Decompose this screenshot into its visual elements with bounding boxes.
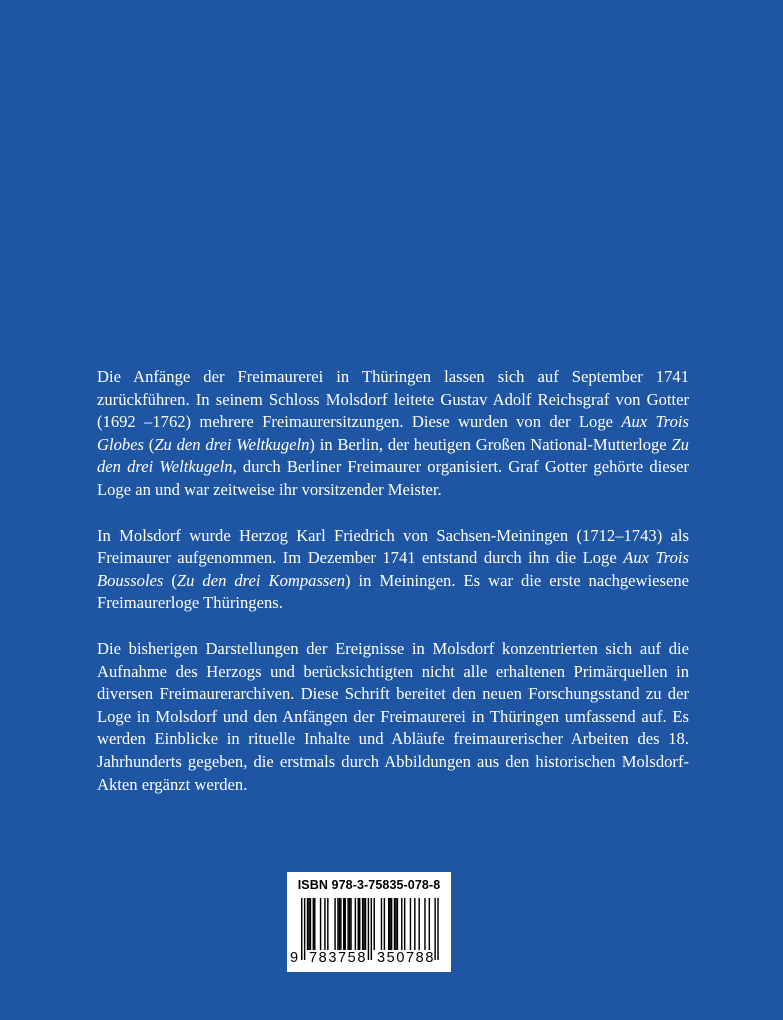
barcode-digits-left: 783758 — [309, 950, 367, 966]
barcode-bar — [310, 898, 311, 950]
p1-text-3: ) in Berlin, der heutigen Großen National-Mutterloge — [309, 434, 672, 454]
p2-text-2: ( — [163, 570, 177, 590]
barcode-bar — [320, 898, 321, 950]
blurb-paragraph-2 — [97, 525, 689, 615]
back-cover-blurb — [97, 366, 689, 819]
p2-text-1: In Molsdorf wurde Herzog Karl Friedrich von Sachsen-Meiningen (1712–1743) als Freimaurer aufgenommen. Im Dezember 1741 entstand durch ihn die Loge — [97, 525, 689, 568]
barcode-bar — [374, 898, 375, 950]
p1-grand-lodge-name: Zu den drei Weltkugeln — [97, 434, 689, 477]
barcode-bar — [391, 898, 392, 950]
barcode-bar — [304, 898, 305, 960]
p1-lodge-name-german: Zu den drei Weltkugeln — [154, 434, 310, 454]
p1-text-2: ( — [144, 434, 155, 454]
barcode-bar — [334, 898, 335, 950]
barcode-bar — [365, 898, 366, 950]
barcode-bar — [313, 898, 314, 950]
barcode-bar — [437, 898, 438, 960]
barcode-bar — [339, 898, 340, 950]
barcode-bar — [314, 898, 315, 950]
barcode-bar — [388, 898, 389, 950]
barcode-bar — [395, 898, 396, 950]
barcode-digit-first: 9 — [290, 950, 299, 966]
barcode-digits-right: 350788 — [377, 950, 435, 966]
isbn-label: ISBN 978-3-75835-078-8 — [297, 878, 441, 892]
barcode-bar — [404, 898, 405, 950]
barcode-bar — [347, 898, 348, 950]
barcode-bar — [349, 898, 350, 950]
barcode-bar — [414, 898, 415, 950]
barcode-bar — [401, 898, 402, 950]
barcode-bar — [324, 898, 325, 950]
p2-lodge-name-german: Zu den drei Kompassen — [176, 570, 346, 590]
barcode-bar — [410, 898, 411, 950]
barcode-bar — [343, 898, 344, 950]
p1-text-4: , durch Berliner Freimaurer organisiert. Graf Gotter gehörte dieser Loge an und war zeitweise ihr vorsitzender Meister. — [97, 457, 689, 499]
barcode-bar — [389, 898, 390, 950]
barcode-bar — [337, 898, 338, 950]
barcode-bar — [359, 898, 360, 950]
p2-lodge-name-french: Aux Trois Boussoles — [97, 548, 689, 590]
p2-text-3: ) in Meiningen. Es war die erste nachgewiesene Freimaurerloge Thüringens. — [97, 570, 689, 613]
p1-lodge-name-french: Aux Trois Globes — [97, 412, 690, 454]
barcode-bar — [362, 898, 363, 950]
p1-text-1: Die Anfänge der Freimaurerei in Thüringen lassen sich auf September 1741 zurückführen. In seinem Schloss Molsdorf leitete Gustav Adolf Reichsgraf von Gotter (1692 –1762) mehrere Freimaurersitzungen. Diese wurden von der Loge — [97, 367, 689, 432]
barcode-bar — [358, 898, 359, 950]
barcode-bar — [418, 898, 419, 950]
barcode-bar — [355, 898, 356, 950]
barcode-bar — [384, 898, 385, 950]
barcode-bar — [308, 898, 309, 950]
blurb-paragraph-1 — [97, 366, 689, 502]
barcode-bar — [307, 898, 308, 950]
barcode-bar — [397, 898, 398, 950]
barcode-bar — [371, 898, 372, 960]
barcode-bar — [394, 898, 395, 950]
blurb-paragraph-3: Die bisherigen Darstellungen der Ereignisse in Molsdorf konzentrierten sich auf die Aufnahme des Herzogs und berücksichtigten nicht alle erhaltenen Primärquellen in diversen Freimaurerarchiven. Diese Schrift bereitet den neuen Forschungsstand zu der Loge in Molsdorf und den Anfängen der Freimaurerei in Thüringen umfassend auf. Es werden Einblicke in rituelle Inhalte und Abläufe freimaurerischer Arbeiten des 18. Jahrhunderts gegeben, die erstmals durch Abbildungen aus den historischen Molsdorf-Akten ergänzt werden. — [97, 638, 689, 794]
barcode-bar — [301, 898, 302, 960]
barcode-bar — [345, 898, 346, 950]
barcode-bar — [368, 898, 369, 960]
barcode-bar — [340, 898, 341, 950]
isbn-barcode-box — [287, 872, 451, 972]
barcode-bar — [424, 898, 425, 950]
barcode-bar — [363, 898, 364, 950]
barcode-bar — [327, 898, 328, 950]
barcode-bar — [350, 898, 351, 950]
barcode-bar — [381, 898, 382, 950]
barcode-bar — [429, 898, 430, 950]
